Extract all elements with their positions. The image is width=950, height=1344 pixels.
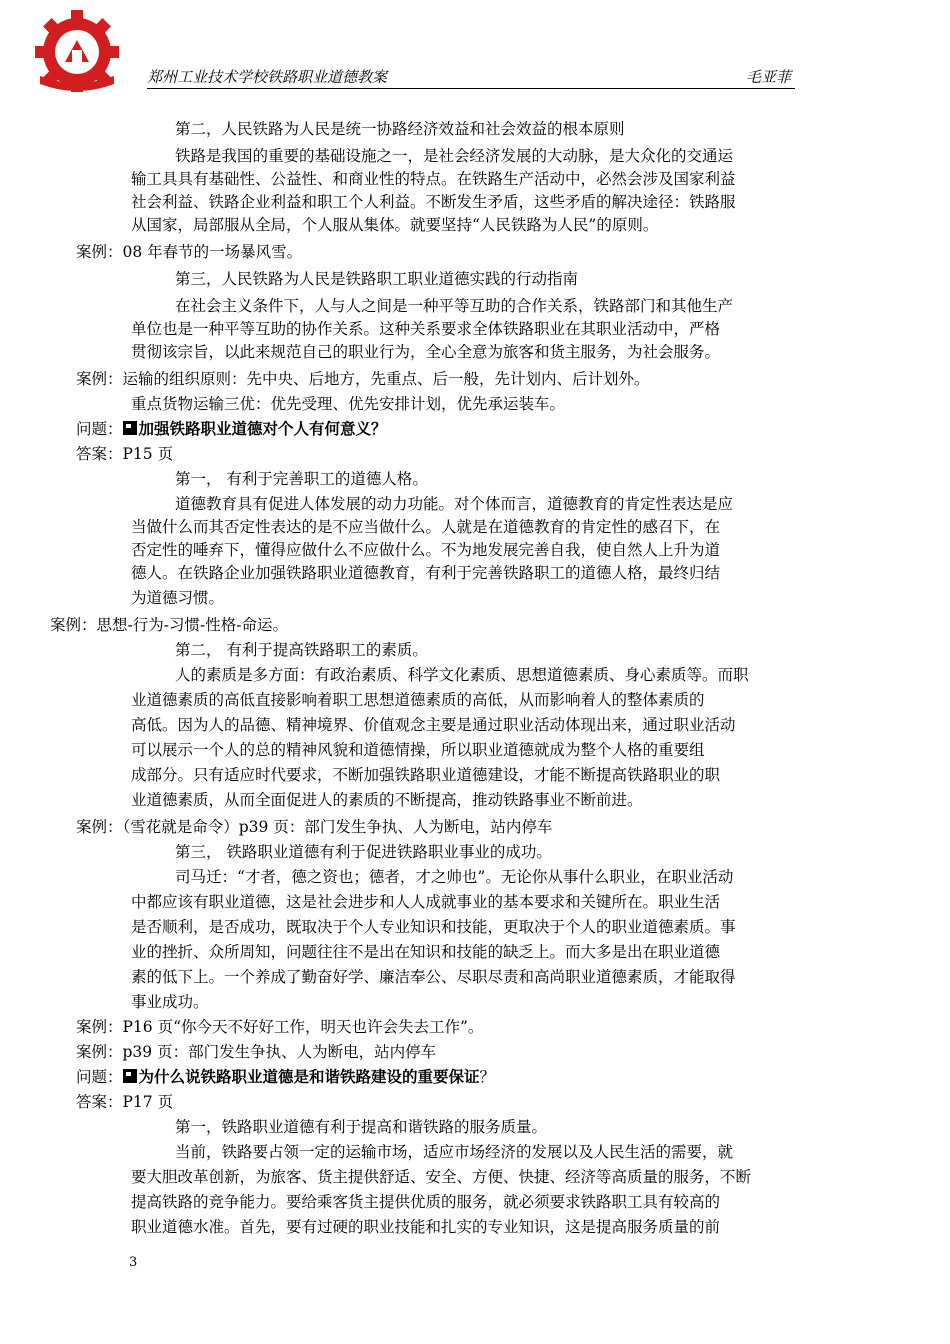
text-line [175, 866, 733, 889]
line-text: 业的挫折、众所周知，问题往往不是出在知识和技能的缺乏上。而大多是出在职业道德 [131, 943, 721, 961]
line-text: 案例：P16 页“你今天不好好工作，明天也许会失去工作”。 [76, 1018, 484, 1036]
school-logo [20, 10, 135, 92]
line-text: 第二， 有利于提高铁路职工的素质。 [175, 641, 428, 659]
line-text: 答案：P17 页 [76, 1093, 174, 1111]
text-line [76, 368, 650, 391]
line-text: 德人。在铁路企业加强铁路职业道德教育，有利于完善铁路职工的道德人格，最终归结 [131, 564, 721, 582]
text-line [131, 516, 720, 539]
line-text: 业道德素质，从而全面促进人的素质的不断提高，推动铁路事业不断前进。 [131, 791, 643, 809]
line-text: 司马迁：“才者，德之资也；德者，才之帅也”。无论你从事什么职业，在职业活动 [175, 868, 734, 886]
header-rule [147, 88, 795, 89]
line-text: 职业道德水准。首先，要有过硬的职业技能和扎实的专业知识，这是提高服务质量的前 [131, 1218, 721, 1236]
line-text: 单位也是一种平等互助的协作关系。这种关系要求全体铁路职业在其职业活动中，严格 [131, 320, 721, 338]
text-line [76, 418, 387, 441]
text-line [131, 1191, 720, 1214]
line-text: 素的低下上。一个养成了勤奋好学、廉洁奉公、尽职尽责和高尚职业道德素质，才能取得 [131, 968, 736, 986]
text-line [131, 1166, 751, 1189]
line-text: 第二，人民铁路为人民是统一协路经济效益和社会效益的根本原则 [175, 120, 625, 138]
line-text: 事业成功。 [131, 993, 209, 1011]
line-text: 当做什么而其否定性表达的是不应当做什么。人就是在道德教育的肯定性的感召下，在 [131, 518, 721, 536]
line-text: 否定性的唾弃下，懂得应做什么不应做什么。不为地发展完善自我，使自然人上升为道 [131, 541, 721, 559]
text-line [131, 789, 643, 812]
line-text: 问题： [76, 1068, 123, 1086]
text-line [131, 916, 736, 939]
text-line [175, 639, 428, 662]
question-text: 为什么说铁路职业道德是和谐铁路建设的重要保证 [138, 1068, 480, 1086]
line-text: 第三， 铁路职业道德有利于促进铁路职业事业的成功。 [175, 843, 552, 861]
line-text: 人的素质是多方面：有政治素质、科学文化素质、思想道德素质、身心素质等。而职 [175, 666, 749, 684]
line-text: 提高铁路的竞争能力。要给乘客货主提供优质的服务，就必须要求铁路职工具有较高的 [131, 1193, 721, 1211]
text-line [76, 443, 173, 466]
text-line [76, 1041, 436, 1064]
line-text: 成部分。只有适应时代要求，不断加强铁路职业道德建设，才能不断提高铁路职业的职 [131, 766, 721, 784]
text-line [131, 168, 736, 191]
line-text: 重点货物运输三优：优先受理、优先安排计划，优先承运装车。 [131, 395, 566, 413]
line-text: 案例：p39 页：部门发生争执、人为断电，站内停车 [76, 1043, 437, 1061]
line-text: 要大胆改革创新，为旅客、货主提供舒适、安全、方便、快捷、经济等高质量的服务，不断 [131, 1168, 752, 1186]
line-text: 高低。因为人的品德、精神境界、价值观念主要是通过职业活动体现出来，通过职业活动 [131, 716, 736, 734]
floppy-bullet-icon [123, 421, 137, 435]
text-line [131, 764, 720, 787]
question-mark: ？ [479, 1068, 496, 1086]
text-line [76, 816, 552, 839]
text-line [131, 1216, 720, 1239]
line-text: 案例：（雪花就是命令）p39 页：部门发生争执、人为断电，站内停车 [76, 818, 553, 836]
line-text: 第一，铁路职业道德有利于提高和谐铁路的服务质量。 [175, 1118, 548, 1136]
text-line [76, 241, 302, 264]
header-author: 毛亚菲 [746, 68, 792, 86]
text-line [50, 614, 288, 637]
line-text: 第一， 有利于完善职工的道德人格。 [175, 470, 428, 488]
text-line [131, 191, 736, 214]
line-text: 贯彻该宗旨，以此来规范自己的职业行为，全心全意为旅客和货主服务，为社会服务。 [131, 343, 721, 361]
line-text: 案例：运输的组织原则：先中央、后地方，先重点、后一般，先计划内、后计划外。 [76, 370, 650, 388]
question-text: 加强铁路职业道德对个人有何意义？ [138, 420, 387, 438]
text-line [175, 1116, 547, 1139]
line-text: 中都应该有职业道德，这是社会进步和人人成就事业的基本要求和关键所在。职业生活 [131, 893, 721, 911]
text-line [131, 714, 736, 737]
text-line [131, 562, 720, 585]
line-text: 从国家，局部服从全局，个人服从集体。就要坚持“人民铁路为人民”的原则。 [131, 216, 659, 234]
line-text: 铁路是我国的重要的基础设施之一，是社会经济发展的大动脉，是大众化的交通运 [175, 147, 734, 165]
text-line [76, 1066, 495, 1089]
text-line [131, 941, 720, 964]
line-text: 是否顺利，是否成功，既取决于个人专业知识和技能，更取决于个人的职业道德素质。事 [131, 918, 736, 936]
page-number: 3 [129, 1255, 138, 1270]
line-text: 在社会主义条件下，人与人之间是一种平等互助的合作关系，铁路部门和其他生产 [175, 297, 734, 315]
text-line [76, 1091, 173, 1114]
text-line [175, 268, 578, 291]
text-line [175, 841, 552, 864]
line-text: 输工具具有基础性、公益性、和商业性的特点。在铁路生产活动中，必然会涉及国家利益 [131, 170, 736, 188]
line-text: 当前，铁路要占领一定的运输市场，适应市场经济的发展以及人民生活的需要，就 [175, 1143, 734, 1161]
text-line [175, 295, 733, 318]
line-text: 为道德习惯。 [131, 589, 225, 607]
text-line [131, 739, 705, 762]
text-line [131, 966, 736, 989]
line-text: 可以展示一个人的总的精神风貌和道德情操，所以职业道德就成为整个人格的重要组 [131, 741, 705, 759]
text-line [175, 1141, 733, 1164]
text-line [131, 891, 720, 914]
text-line [131, 341, 720, 364]
text-line [131, 393, 565, 416]
text-line [131, 318, 720, 341]
text-line [175, 145, 733, 168]
line-text: 业道德素质的高低直接影响着职工思想道德素质的高低，从而影响着人的整体素质的 [131, 691, 705, 709]
line-text: 案例：08 年春节的一场暴风雪。 [76, 243, 303, 261]
text-line [76, 1016, 483, 1039]
header-title: 郑州工业技术学校铁路职业道德教案 [147, 68, 388, 86]
text-line [175, 118, 625, 141]
text-line [175, 493, 733, 516]
text-line [131, 991, 209, 1014]
line-text: 答案：P15 页 [76, 445, 174, 463]
line-text: 第三，人民铁路为人民是铁路职工职业道德实践的行动指南 [175, 270, 579, 288]
floppy-bullet-icon [123, 1069, 137, 1083]
text-line [131, 214, 658, 237]
text-line [131, 689, 705, 712]
text-line [175, 468, 428, 491]
line-text: 社会利益、铁路企业利益和职工个人利益。不断发生矛盾，这些矛盾的解决途径：铁路服 [131, 193, 736, 211]
line-text: 案例：思想-行为-习惯-性格-命运。 [50, 616, 288, 634]
text-line [175, 664, 749, 687]
line-text: 问题： [76, 420, 123, 438]
text-line [131, 587, 224, 610]
text-line [131, 539, 720, 562]
line-text: 道德教育具有促进人体发展的动力功能。对个体而言，道德教育的肯定性表达是应 [175, 495, 734, 513]
